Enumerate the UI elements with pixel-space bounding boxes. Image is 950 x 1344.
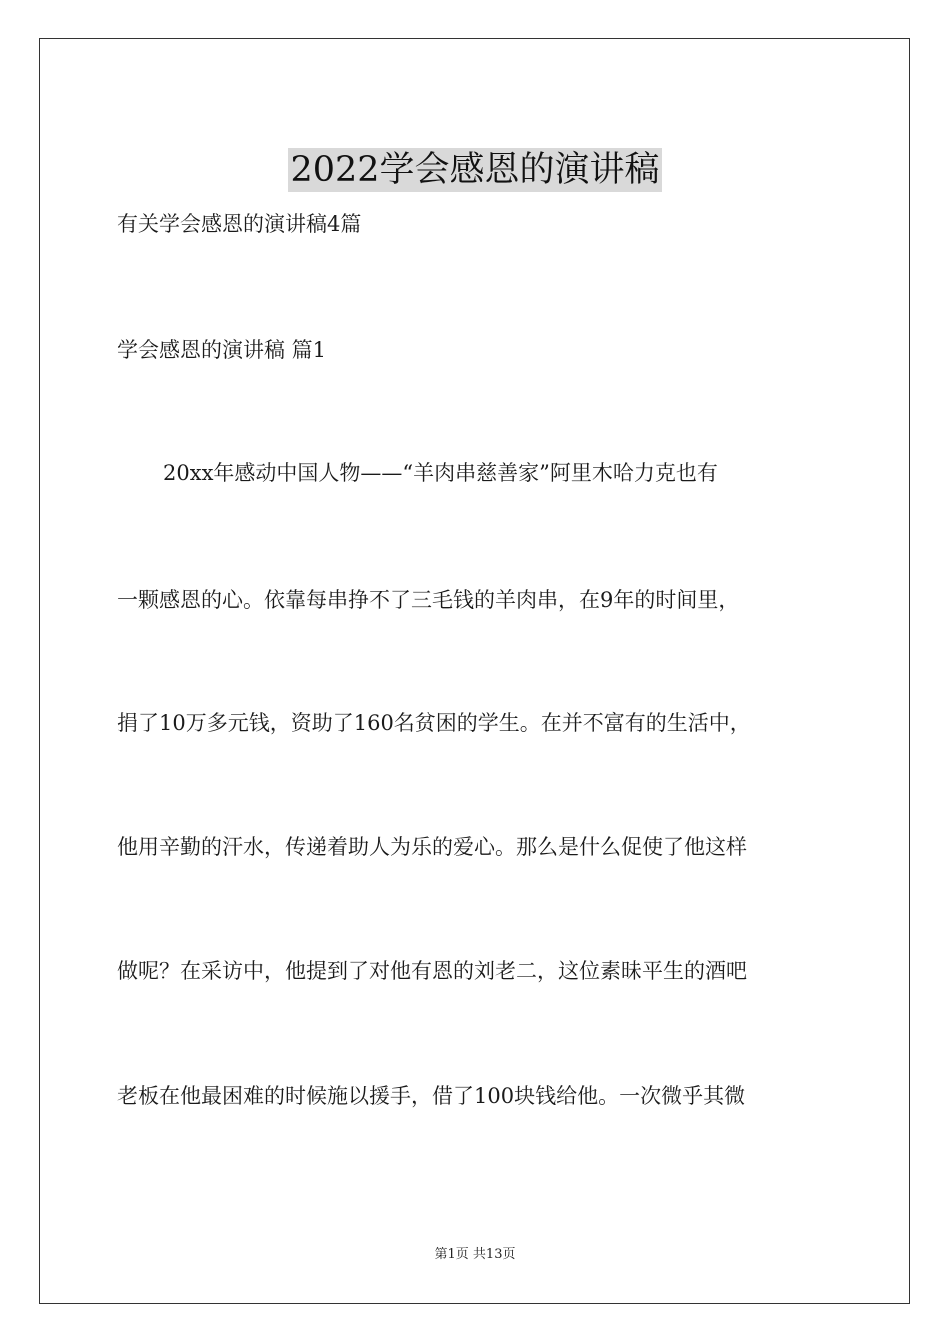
body-line: 他用辛勤的汗水，传递着助人为乐的爱心。那么是什么促使了他这样 (117, 835, 747, 859)
body-line: 做呢？在采访中，他提到了对他有恩的刘老二，这位素昧平生的酒吧 (117, 959, 747, 983)
body-line: 20xx年感动中国人物——“羊肉串慈善家”阿里木哈力克也有 (163, 461, 718, 485)
page-footer: 第1页 共13页 (434, 1247, 516, 1262)
body-line: 捐了10万多元钱，资助了160名贫困的学生。在并不富有的生活中， (117, 711, 751, 735)
body-line: 老板在他最困难的时候施以援手，借了100块钱给他。一次微乎其微 (117, 1084, 746, 1108)
body-line: 一颗感恩的心。依靠每串挣不了三毛钱的羊肉串，在9年的时间里， (117, 588, 740, 612)
title-container (0, 125, 950, 216)
document-title: 2022学会感恩的演讲稿 (290, 150, 660, 191)
document-subtitle: 有关学会感恩的演讲稿4篇 (117, 212, 362, 236)
section-heading: 学会感恩的演讲稿 篇1 (117, 338, 327, 362)
